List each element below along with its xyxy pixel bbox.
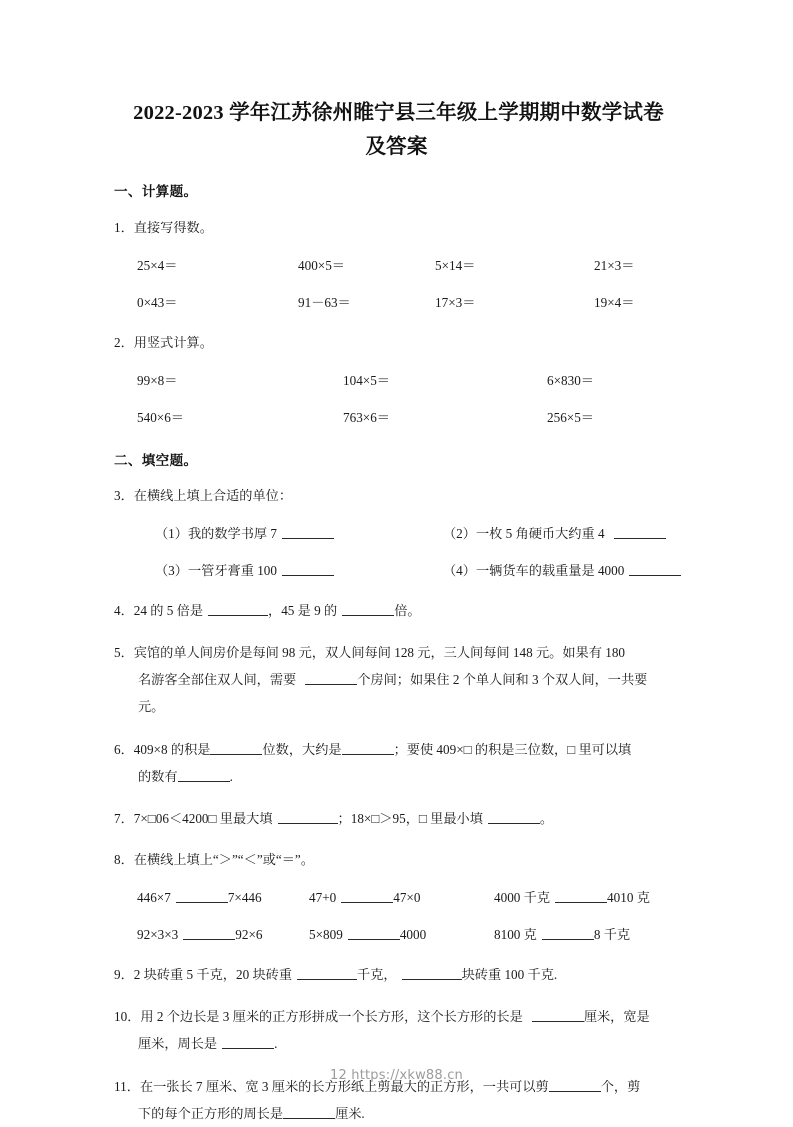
question-3-item-3 <box>155 560 443 582</box>
question-10-text-c: 厘米，周长是 <box>138 1036 218 1052</box>
question-9-text-c: 块砖重 100 千克. <box>461 967 558 983</box>
item-text: （2）一枚 5 角硬币大约重 4 <box>443 526 605 542</box>
question-6-text-b: 位数，大约是 <box>262 742 342 758</box>
expression: 256×5＝ <box>547 409 594 425</box>
expression: 5×14＝ <box>435 257 476 273</box>
question-7-text-b: ；18×□＞95，□ 里最小填 <box>337 811 483 827</box>
question-8-row-1 <box>114 887 680 909</box>
question-6-text-e: . <box>229 769 233 785</box>
left-expression: 47+0 <box>309 890 337 906</box>
expression: 540×6＝ <box>137 409 184 425</box>
question-4-text-c: 倍。 <box>394 603 421 619</box>
expression: 25×4＝ <box>137 257 178 273</box>
question-3-item-1 <box>155 523 443 545</box>
left-expression: 92×3×3 <box>137 927 179 943</box>
question-10-text-b: 厘米，宽是 <box>583 1009 650 1025</box>
question-5-text-a: 名游客全部住双人间，需要 <box>138 672 297 688</box>
answer-blank[interactable] <box>222 1035 274 1049</box>
left-expression: 446×7 <box>137 890 171 906</box>
question-3-row-1 <box>114 523 680 545</box>
section-heading-calculation: 一、计算题。 <box>114 184 198 199</box>
answer-blank[interactable] <box>283 1105 335 1119</box>
item-text: （4）一辆货车的载重量是 4000 <box>443 563 625 579</box>
expression: 104×5＝ <box>343 372 390 388</box>
question-2-row-2 <box>114 407 680 429</box>
right-expression: 4010 克 <box>607 890 650 906</box>
question-4-text-b: ，45 是 9 的 <box>268 603 338 619</box>
question-5-text-b: 个房间；如果住 2 个单人间和 3 个双人间，一共要 <box>357 672 648 688</box>
question-7 <box>114 806 680 831</box>
left-expression: 8100 克 <box>494 927 537 943</box>
answer-blank[interactable] <box>210 741 262 755</box>
question-1-prompt: 1．直接写得数。 <box>114 219 213 235</box>
question-11-text-d: 厘米. <box>335 1106 365 1122</box>
right-expression: 92×6 <box>235 927 263 943</box>
question-7-text-c: 。 <box>539 811 554 827</box>
comparison-item <box>494 924 630 946</box>
question-10-text-d: . <box>274 1036 278 1052</box>
left-expression: 5×809 <box>309 927 343 943</box>
question-2-prompt: 2．用竖式计算。 <box>114 334 213 350</box>
expression: 0×43＝ <box>137 294 178 310</box>
question-3-row-2 <box>114 560 680 582</box>
answer-blank[interactable] <box>278 810 338 824</box>
question-10-text-a: 10．用 2 个边长是 3 厘米的正方形拼成一个长方形，这个长方形的长是 <box>114 1009 523 1025</box>
answer-blank[interactable] <box>348 926 400 940</box>
question-9-text-b: 千克， <box>357 967 397 983</box>
page-title <box>0 0 793 164</box>
answer-blank[interactable] <box>402 966 462 980</box>
answer-blank[interactable] <box>297 966 357 980</box>
expression: 17×3＝ <box>435 294 476 310</box>
question-6-text-c: ；要使 409×□ 的积是三位数，□ 里可以填 <box>393 742 632 758</box>
question-11-text-a: 11．在一张长 7 厘米、宽 3 厘米的长方形纸上剪最大的正方形，一共可以剪 <box>114 1079 549 1095</box>
answer-blank[interactable] <box>555 889 607 903</box>
question-2-row-1 <box>114 370 680 392</box>
right-expression: 7×446 <box>227 890 262 906</box>
question-8-row-2 <box>114 924 680 946</box>
comparison-item <box>137 924 309 946</box>
answer-blank[interactable] <box>342 602 394 616</box>
question-10 <box>114 1003 680 1057</box>
answer-blank[interactable] <box>282 562 334 576</box>
right-expression: 8 千克 <box>593 927 631 943</box>
question-10-line-2 <box>138 1030 680 1057</box>
question-5 <box>114 639 680 720</box>
section-heading-fill-blank: 二、填空题。 <box>114 452 198 468</box>
title-line-2: 及答案 <box>365 136 428 158</box>
comparison-item <box>494 887 650 909</box>
expression: 400×5＝ <box>298 257 345 273</box>
page-footer-watermark: 12 https://xkw88.cn <box>330 1068 463 1083</box>
question-1-row-2 <box>114 292 680 314</box>
question-9-text-a: 9．2 块砖重 5 千克，20 块砖重 <box>114 967 293 983</box>
question-11-line-2 <box>138 1100 680 1127</box>
answer-blank[interactable] <box>629 562 681 576</box>
comparison-item <box>309 924 494 946</box>
question-8-prompt: 8．在横线上填上“＞”“＜”或“＝”。 <box>114 852 314 868</box>
question-5-line-3: 元。 <box>138 699 165 715</box>
answer-blank[interactable] <box>341 889 393 903</box>
answer-blank[interactable] <box>183 926 235 940</box>
question-11-text-c: 下的每个正方形的周长是 <box>138 1106 284 1122</box>
expression: 19×4＝ <box>594 294 635 310</box>
expression: 91－63＝ <box>298 294 351 310</box>
question-4 <box>114 598 680 623</box>
question-7-text-a: 7．7×□06＜4200□ 里最大填 <box>114 811 273 827</box>
question-6 <box>114 736 680 790</box>
title-line-1: 2022-2023 学年江苏徐州睢宁县三年级上学期期中数学试卷 <box>133 102 664 124</box>
expression: 763×6＝ <box>343 409 390 425</box>
answer-blank[interactable] <box>305 671 357 685</box>
right-expression: 4000 <box>399 927 427 943</box>
answer-blank[interactable] <box>488 810 540 824</box>
question-11-text-b: 个，剪 <box>600 1079 641 1095</box>
answer-blank[interactable] <box>614 525 666 539</box>
expression: 21×3＝ <box>594 257 635 273</box>
right-expression: 47×0 <box>393 890 421 906</box>
answer-blank[interactable] <box>178 768 230 782</box>
answer-blank[interactable] <box>532 1008 584 1022</box>
document-body <box>0 185 793 1127</box>
item-text: （3）一管牙膏重 100 <box>155 563 277 579</box>
answer-blank[interactable] <box>542 926 594 940</box>
answer-blank[interactable] <box>176 889 228 903</box>
expression: 6×830＝ <box>547 372 594 388</box>
question-4-text-a: 4．24 的 5 倍是 <box>114 603 204 619</box>
question-3-prompt: 3．在横线上填上合适的单位： <box>114 488 293 504</box>
question-5-line-2 <box>138 666 680 693</box>
answer-blank[interactable] <box>282 525 334 539</box>
comparison-item <box>137 887 309 909</box>
left-expression: 4000 千克 <box>494 890 551 906</box>
question-6-line-2 <box>138 763 680 790</box>
question-3-item-4 <box>443 560 681 582</box>
answer-blank[interactable] <box>342 741 394 755</box>
expression: 99×8＝ <box>137 372 178 388</box>
question-6-text-d: 的数有 <box>138 769 178 785</box>
question-1-row-1 <box>114 255 680 277</box>
question-9 <box>114 962 680 987</box>
answer-blank[interactable] <box>208 602 268 616</box>
question-6-text-a: 6．409×8 的积是 <box>114 742 211 758</box>
comparison-item <box>309 887 494 909</box>
question-5-line-1: 5．宾馆的单人间房价是每间 98 元，双人间每间 128 元，三人间每间 148 元。如果有 180 <box>114 645 626 661</box>
item-text: （1）我的数学书厚 7 <box>155 526 277 542</box>
question-3-item-2 <box>443 523 666 545</box>
